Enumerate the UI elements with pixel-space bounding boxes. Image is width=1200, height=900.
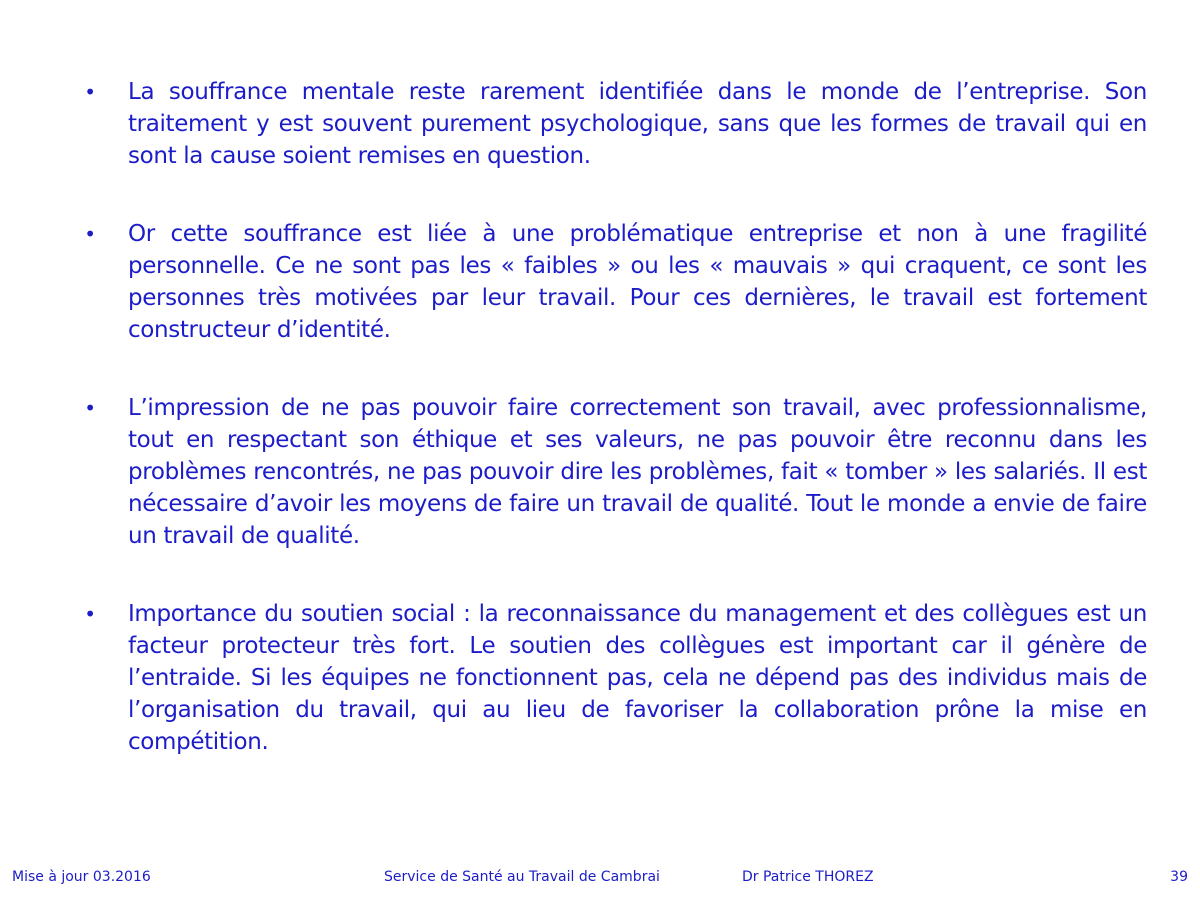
bullet-list <box>80 76 1147 804</box>
bullet-item-3 <box>80 392 1147 552</box>
bullet-icon: • <box>84 80 96 104</box>
footer-service: Service de Santé au Travail de Cambrai <box>384 869 660 885</box>
bullet-icon: • <box>84 396 96 420</box>
bullet-text: L’impression de ne pas pouvoir faire correctement son travail, avec professionnalisme, tout en respectant son éthique et ses valeurs, ne pas pouvoir être reconnu dans les problèmes rencontrés, ne pas pouvoir dire les problèmes, fait « tomber » les salariés. Il est nécessaire d’avoir les moyens de faire un travail de qualité. Tout le monde a envie de faire un travail de qualité. <box>128 395 1147 549</box>
footer-page-number: 39 <box>1170 869 1188 885</box>
bullet-text: La souffrance mentale reste rarement identifiée dans le monde de l’entreprise. Son traitement y est souvent purement psychologique, sans que les formes de travail qui en sont la cause soient remises en question. <box>128 79 1147 169</box>
bullet-text: Importance du soutien social : la reconnaissance du management et des collègues est un facteur protecteur très fort. Le soutien des collègues est important car il génère de l’entraide. Si les équipes ne fonctionnent pas, cela ne dépend pas des individus mais de l’organisation du travail, qui au lieu de favoriser la collaboration prône la mise en compétition. <box>128 601 1147 755</box>
bullet-item-1 <box>80 76 1147 172</box>
bullet-icon: • <box>84 222 96 246</box>
bullet-item-2 <box>80 218 1147 346</box>
bullet-text: Or cette souffrance est liée à une problématique entreprise et non à une fragilité personnelle. Ce ne sont pas les « faibles » ou les « mauvais » qui craquent, ce sont les personnes très motivées par leur travail. Pour ces dernières, le travail est fortement constructeur d’identité. <box>128 221 1147 343</box>
footer-date: Mise à jour 03.2016 <box>12 869 151 885</box>
bullet-item-4 <box>80 598 1147 758</box>
bullet-icon: • <box>84 602 96 626</box>
footer-author: Dr Patrice THOREZ <box>742 869 874 885</box>
